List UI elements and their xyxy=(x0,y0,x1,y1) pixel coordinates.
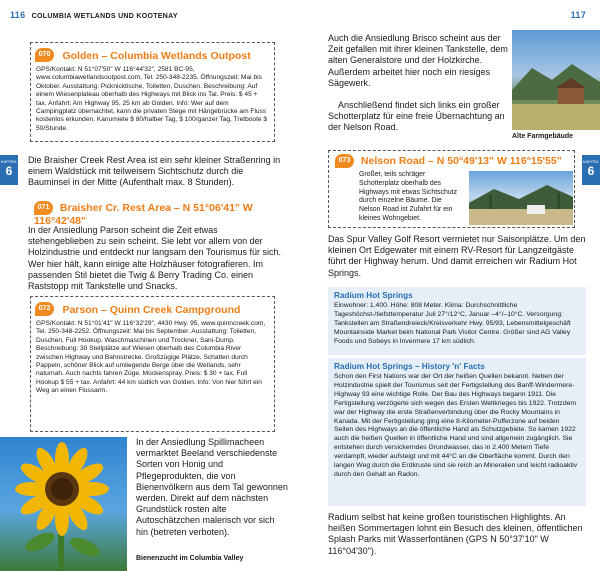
chapter-tab-number: 6 xyxy=(587,164,595,178)
nelson-road-photo xyxy=(469,171,573,225)
campground-box-070 xyxy=(30,42,275,142)
map-pin-icon: 073 xyxy=(335,154,354,168)
info-box-history-title: Radium Hot Springs – History 'n' Facts xyxy=(334,362,485,371)
campground-box-073 xyxy=(328,150,575,228)
box-070-text: GPS/Kontakt: N 51°07'50" W 116°44'32", 2581 BC-95, www.columbiawetlandsoutpost.com, Tel. 250-348-2235. Öffnungszeit: Mai bis Oktober. Ausstattung: Picknicktische, Toiletten, Duschen. Beschreibung: Auf einem Wiesenplateau oberhalb des Highways mit Blick ins Tal. Preis: $ 45 + tax. Anfahrt: Am Highway 95, 25 km ab Golden. Info: Wer auf dem Campingplatz übernachtet, kann die privaten Stege mit Hängebrücke am Fluss kostenlos erkunden. Kanumiete $ 80/halber Tag, $ 100/ganzer Tag, Tretboote $ 50/Stunde. xyxy=(36,66,268,132)
paragraph-parson: In der Ansiedlung Parson scheint die Zeit etwas stehengeblieben zu sein scheint. Sie lebt vor allem von der Holzindustrie und entdeckt nur langsam den Tourismus für sich. Wer hier hält, kann einige alte Holzhäuser fotografieren. Im passenden Stil bietet die Twig & Berry Trading Co. einen Raststopp mit Tankstelle und Snacks. xyxy=(28,225,281,292)
heading-073-title: Nelson Road – N 50°49'13" W 116°15'55" xyxy=(360,154,562,167)
gravel-lot-illustration xyxy=(469,171,573,225)
paragraph-spillimacheen: In der Ansiedlung Spillimacheen vermarktet Beeland verschiedenste Sorten von Honig und Pflegeprodukten, die von Bienenvölkern aus dem Tal gewonnen werden. Direkt auf dem nächsten Grundstück rosten alte Autoschätzchen malerisch vor sich hin (betreten verboten). xyxy=(136,437,288,537)
info-box-history-text: Schon den First Nations war der Ort der heißen Quellen bekannt. Neben der Holzindustrie spielt der Tourismus seit der Fertigstellung des Banff-Windermere-Highway 93 eine wichtige Rolle. Der Bau des Highways begann 1911. Die Fertigstellung verzögerte sich wegen des Ersten Weltkrieges bis 1922. Trotzdem war der Highway die erste Straßenverbindung über die Rocky Mountains in Kanada. Mit der Fertigstellung ging eine 8-Kilometer-Pufferzone auf beiden Seiten des Highways an die öffentliche Hand als Schutzgebiete. So kamen 1922 auch die heißen Quellen in öffentliche Hand und sind allgemein zugänglich. Sie entstehen durch versickerndes Grundwasser, das in 2.400 Metern Tiefe verdampft, wieder aufsteigt und mit 44°C an die Oberfläche kommt. Durch den langen Weg durch die Erdkruste sind sie reich an Mineralien und leicht radioaktiv durch den Gehalt an Radon. xyxy=(334,373,578,478)
map-pin-icon: 072 xyxy=(35,302,54,316)
box-072-text: GPS/Kontakt: N 51°01'41" W 116°32'29", 4430 Hwy. 95, www.quinncreek.com, Tel. 250-348-2252. Öffnungszeit: Mai bis September. Ausstattung: Toiletten, Duschen, Full Hookup, Waschmaschinen und Trockner, Sani-Dump. Beschreibung: 30 Stellplätze auf Wiesen oberhalb des Columbia River zwischen Highway und Bahnstrecke. Großzügige Plätze, Schatten durch Pappeln, schöner Blick auf umliegende Berge über die Wetlands, sehr naturnah. Auch nachts fahren Züge. Mückenspray. Preis: $ 30 + tax, Full Hookup $ 55 + tax. Anfahrt: 44 km südlich von Golden. Info: Von hier führt ein Weg an einen Flussarm. xyxy=(36,320,266,395)
info-box-history xyxy=(328,358,586,506)
photo-caption-bees: Bienenzucht im Columbia Valley xyxy=(136,555,244,562)
chapter-tab-right xyxy=(582,155,600,185)
farm-illustration xyxy=(512,30,600,130)
paragraph-schotterplatz: Anschließend findet sich links ein großer Schotterplatz für eine freie Übernachtung an der Nelson Road. xyxy=(328,100,505,133)
box-072-title: Parson – Quinn Creek Campground xyxy=(62,304,241,316)
paragraph-braisher: Die Braisher Creek Rest Area ist ein sehr kleiner Straßenring in einem Waldstück mit teilweisem Sichtschutz durch die Bauminsel in der Mitte (Aufenthalt max. 8 Stunden). xyxy=(28,155,281,188)
heading-071 xyxy=(34,201,294,227)
box-073-text: Großer, teils schräger Schotterplatz oberhalb des Highways mit etwas Sichtschutz durch einzelne Bäume. Die Nelson Road ist Zufahrt für ein kleines Wohngebiet. xyxy=(359,171,458,222)
box-070-title: Golden – Columbia Wetlands Outpost xyxy=(62,50,251,62)
map-pin-icon: 071 xyxy=(34,201,53,215)
running-head-title: COLUMBIA WETLANDS UND KOOTENAY xyxy=(31,13,178,20)
info-box-radium-text: Einwohner: 1.400. Höhe: 808 Meter. Klima: Durchschnittliche Tageshöchst-/tiefsttemperatur Juli 27°/12°C, Januar –4°/–10°C. Versorgung: Tankstellen am Straßendreieck/Kreisverkehr Hwy. 95/93, Lebensmittelgeschäft Mountainside Market beim National Park Visitor Centre. Größer sind AG Valley Foods und Sobeys in Invermere 17 km südlich. xyxy=(334,302,571,345)
right-page xyxy=(300,0,600,571)
heading-073 xyxy=(329,151,574,170)
map-pin-icon: 070 xyxy=(35,48,54,62)
chapter-tab-label: KAPITEL xyxy=(0,159,18,164)
chapter-tab-number: 6 xyxy=(5,164,13,178)
page-number-left: 116 xyxy=(10,10,26,20)
farm-buildings-photo xyxy=(512,30,600,130)
chapter-tab-label: KAPITEL xyxy=(582,159,600,164)
photo-caption-farm: Alte Farmgebäude xyxy=(512,133,574,140)
info-box-radium xyxy=(328,287,586,355)
paragraph-brisco: Auch die Ansiedlung Brisco scheint aus der Zeit gefallen mit ihrer kleinen Tankstelle, dem alten Generalstore und der Holzkirche. Außerdem arbeitet hier noch ein riesiges Sägewerk. xyxy=(328,33,508,88)
page-number-right: 117 xyxy=(570,10,586,20)
box-070-header xyxy=(31,43,274,66)
chapter-tab-left xyxy=(0,155,18,185)
sunflower-photo xyxy=(0,437,127,571)
heading-071-title: Braisher Cr. Rest Area – N 51°06'41" W 116°42'48" xyxy=(34,201,253,227)
paragraph-golf-resort: Das Spur Valley Golf Resort vermietet nur Saisonplätze. Um den kleinen Ort Edgewater mit einem RV-Resort für Langzeitgäste führt der Highway herum. Und damit erreichen wir Radium Hot Springs. xyxy=(328,234,586,278)
sunflower-illustration xyxy=(0,437,127,571)
paragraph-radium-final: Radium selbst hat keine großen touristischen Highlights. An heißen Sommertagen lohnt ein Besuch des kleinen, öffentlichen Splash Parks mit Wasserfontänen (GPS N 50°37'10" W 116°04'30"). xyxy=(328,512,583,556)
info-box-radium-title: Radium Hot Springs xyxy=(334,291,413,300)
campground-box-072 xyxy=(30,296,275,432)
running-head-left xyxy=(10,10,178,20)
box-072-header xyxy=(31,297,274,320)
